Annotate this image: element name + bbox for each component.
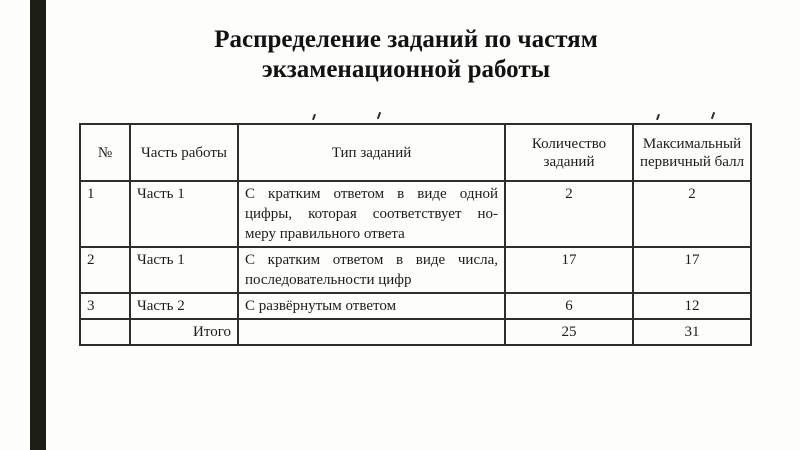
slide-title-line-1: Распределение заданий по частям bbox=[214, 26, 598, 53]
col-header-task-type: Тип заданий bbox=[238, 124, 505, 181]
cell-task-type bbox=[238, 181, 505, 247]
task-type-line: С кратким ответом в виде числа, bbox=[245, 252, 498, 268]
cell-task-count: 6 bbox=[505, 293, 633, 319]
task-type-line: последовательности цифр bbox=[245, 272, 412, 288]
cell-number: 3 bbox=[80, 293, 130, 319]
empty-cell bbox=[238, 319, 505, 345]
table-row bbox=[80, 293, 751, 319]
total-task-count: 25 bbox=[505, 319, 633, 345]
cell-task-count: 2 bbox=[505, 181, 633, 247]
cell-task-count: 17 bbox=[505, 247, 633, 293]
cell-max-score: 17 bbox=[633, 247, 751, 293]
task-type-line: С кратким ответом в виде одной bbox=[245, 186, 498, 202]
cell-task-type bbox=[238, 247, 505, 293]
cell-part: Часть 1 bbox=[130, 181, 238, 247]
scan-artifact-tick bbox=[377, 112, 381, 119]
total-label: Итого bbox=[130, 319, 238, 345]
scan-artifact-tick bbox=[711, 112, 715, 119]
cell-task-type bbox=[238, 293, 505, 319]
scan-artifact-tick bbox=[656, 114, 660, 120]
slide-title-line-2: экзаменационной работы bbox=[261, 56, 551, 83]
total-max-score: 31 bbox=[633, 319, 751, 345]
task-type-line: цифры, которая соответствует но- bbox=[245, 206, 498, 222]
col-header-max-score: Максимальный первичный балл bbox=[633, 124, 751, 181]
table-row bbox=[80, 247, 751, 293]
scan-artifact-tick bbox=[312, 114, 316, 120]
table-row bbox=[80, 181, 751, 247]
slide-title bbox=[6, 25, 800, 85]
cell-max-score: 12 bbox=[633, 293, 751, 319]
col-header-part: Часть работы bbox=[130, 124, 238, 181]
col-header-task-count: Количество заданий bbox=[505, 124, 633, 181]
cell-part: Часть 1 bbox=[130, 247, 238, 293]
cell-number: 1 bbox=[80, 181, 130, 247]
cell-max-score: 2 bbox=[633, 181, 751, 247]
table-total-row bbox=[80, 319, 751, 345]
table-header-row bbox=[80, 124, 751, 181]
exam-tasks-table bbox=[79, 123, 752, 346]
empty-cell bbox=[80, 319, 130, 345]
cell-part: Часть 2 bbox=[130, 293, 238, 319]
task-type-line: меру правильного ответа bbox=[245, 226, 405, 242]
cell-number: 2 bbox=[80, 247, 130, 293]
col-header-number: № bbox=[80, 124, 130, 181]
task-type-line: С развёрнутым ответом bbox=[245, 298, 397, 314]
